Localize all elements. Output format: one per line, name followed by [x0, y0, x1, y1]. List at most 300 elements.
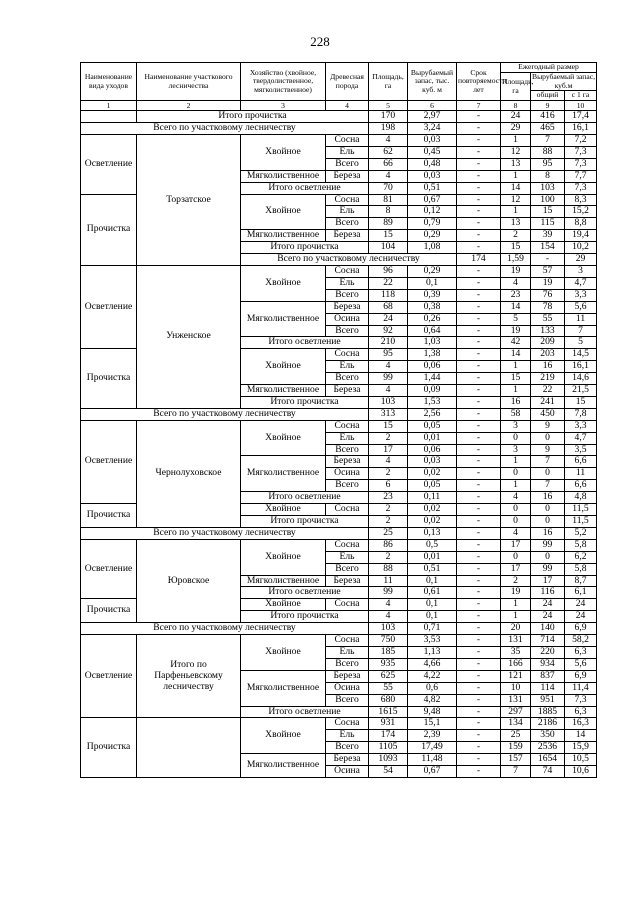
period-cell: - [457, 408, 501, 420]
area-cell: 680 [369, 694, 408, 706]
species: Ель [326, 146, 369, 158]
period-cell: - [457, 396, 501, 408]
annual-total-cell: 24 [531, 611, 565, 623]
volume-cell: 0,45 [408, 146, 457, 158]
volume-cell: 1,08 [408, 242, 457, 254]
species: Береза [326, 170, 369, 182]
species: Осина [326, 682, 369, 694]
period-cell: - [457, 527, 501, 539]
economy-type: Хвойное [241, 349, 326, 385]
area-cell: 54 [369, 766, 408, 778]
volume-cell: 17,49 [408, 742, 457, 754]
period-cell: - [457, 539, 501, 551]
annual-per-ha-cell: 17,4 [565, 111, 597, 123]
table-row [81, 623, 597, 635]
annual-area-cell: 131 [501, 694, 531, 706]
annual-per-ha-cell: 4,7 [565, 277, 597, 289]
table-row [81, 135, 597, 147]
column-number: 5 [369, 101, 408, 111]
annual-total-cell: 0 [531, 468, 565, 480]
species: Ель [326, 206, 369, 218]
period-cell: - [457, 385, 501, 397]
annual-total-cell: 57 [531, 265, 565, 277]
annual-total-cell: 88 [531, 146, 565, 158]
species: Сосна [326, 599, 369, 611]
annual-area-cell: 1 [501, 135, 531, 147]
annual-total-cell: 220 [531, 646, 565, 658]
annual-total-cell: 16 [531, 361, 565, 373]
economy-type: Хвойное [241, 265, 326, 301]
annual-total-cell: 39 [531, 230, 565, 242]
annual-per-ha-cell: 7,3 [565, 146, 597, 158]
area-cell: 103 [369, 396, 408, 408]
annual-per-ha-cell: 19,4 [565, 230, 597, 242]
annual-area-cell: 12 [501, 194, 531, 206]
annual-total-cell: 0 [531, 551, 565, 563]
annual-area-cell: 19 [501, 325, 531, 337]
area-cell: 88 [369, 563, 408, 575]
area-cell: 4 [369, 611, 408, 623]
volume-cell: 0,39 [408, 289, 457, 301]
period-cell: - [457, 516, 501, 528]
species: Сосна [326, 718, 369, 730]
species: Береза [326, 456, 369, 468]
species: Ель [326, 646, 369, 658]
volume-cell: 2,56 [408, 408, 457, 420]
area-cell: 4 [369, 385, 408, 397]
subtotal-label: Итого прочистка [241, 611, 369, 623]
area-cell: 4 [369, 599, 408, 611]
total-label: Всего по участковому лесничеству [81, 123, 369, 135]
species: Ель [326, 277, 369, 289]
species: Всего [326, 444, 369, 456]
subtotal-label: Итого прочистка [241, 242, 369, 254]
annual-total-cell: 416 [531, 111, 565, 123]
annual-per-ha-cell: 3,5 [565, 444, 597, 456]
total-label: Всего по участковому лесничеству [81, 623, 369, 635]
species: Всего [326, 218, 369, 230]
period-cell: - [457, 146, 501, 158]
volume-cell: 0,06 [408, 444, 457, 456]
volume-cell: 0,12 [408, 206, 457, 218]
period-cell: - [457, 480, 501, 492]
annual-area-cell: 159 [501, 742, 531, 754]
period-cell: - [457, 242, 501, 254]
period-cell: - [531, 254, 565, 266]
annual-per-ha-cell: 10,2 [565, 242, 597, 254]
area-cell: 4 [369, 135, 408, 147]
annual-total-cell: 154 [531, 242, 565, 254]
annual-area-cell: 121 [501, 670, 531, 682]
period-cell: - [457, 635, 501, 647]
annual-total-cell: 203 [531, 349, 565, 361]
economy-type: Мягколиственное [241, 754, 326, 778]
annual-per-ha-cell: 4,7 [565, 432, 597, 444]
annual-per-ha-cell: 8,3 [565, 194, 597, 206]
species: Береза [326, 670, 369, 682]
period-cell: - [457, 646, 501, 658]
period-cell: - [457, 730, 501, 742]
annual-total-cell: 714 [531, 635, 565, 647]
annual-per-ha-cell: 14,6 [565, 373, 597, 385]
header-cell: Древесная порода [326, 63, 369, 101]
annual-area-cell: 0 [501, 551, 531, 563]
annual-per-ha-cell: 6,3 [565, 646, 597, 658]
annual-total-cell: 24 [531, 599, 565, 611]
area-cell: 2 [369, 551, 408, 563]
species: Всего [326, 373, 369, 385]
period-cell: - [457, 170, 501, 182]
forestry-name: Чернолуховское [137, 420, 241, 527]
species: Сосна [326, 265, 369, 277]
header-cell: Ежегодный размер [501, 63, 597, 73]
annual-total-cell: 2536 [531, 742, 565, 754]
period-cell: - [457, 742, 501, 754]
volume-cell: 0,29 [408, 230, 457, 242]
annual-total-cell: 9 [531, 420, 565, 432]
annual-total-cell: 209 [531, 337, 565, 349]
care-type: Осветление [81, 420, 137, 503]
annual-area-cell: 166 [501, 658, 531, 670]
economy-type: Мягколиственное [241, 301, 326, 337]
annual-per-ha-cell: 11 [565, 468, 597, 480]
area-cell: 62 [369, 146, 408, 158]
period-cell: - [457, 563, 501, 575]
area-cell: 2 [369, 468, 408, 480]
subtotal-label: Итого осветление [241, 587, 369, 599]
volume-cell: 0,06 [408, 361, 457, 373]
period-cell: - [457, 682, 501, 694]
volume-cell: 1,53 [408, 396, 457, 408]
species: Ель [326, 730, 369, 742]
volume-cell: 0,51 [408, 563, 457, 575]
volume-cell: 0,38 [408, 301, 457, 313]
annual-total-cell: 55 [531, 313, 565, 325]
annual-area-cell: 0 [501, 432, 531, 444]
area-cell: 103 [369, 623, 408, 635]
area-cell: 25 [369, 527, 408, 539]
annual-per-ha-cell: 15,2 [565, 206, 597, 218]
area-cell: 99 [369, 587, 408, 599]
column-number: 2 [137, 101, 241, 111]
volume-cell: 0,64 [408, 325, 457, 337]
economy-type: Хвойное [241, 420, 326, 456]
annual-total-cell: 450 [531, 408, 565, 420]
area-cell: 174 [457, 254, 501, 266]
annual-area-cell: 7 [501, 766, 531, 778]
area-cell: 99 [369, 373, 408, 385]
annual-per-ha-cell: 5,8 [565, 563, 597, 575]
period-cell: - [457, 206, 501, 218]
annual-per-ha-cell: 16,1 [565, 361, 597, 373]
annual-area-cell: 13 [501, 158, 531, 170]
area-cell: 55 [369, 682, 408, 694]
volume-cell: 1,38 [408, 349, 457, 361]
annual-per-ha-cell: 7,8 [565, 408, 597, 420]
area-cell: 174 [369, 730, 408, 742]
annual-per-ha-cell: 3,3 [565, 289, 597, 301]
annual-total-cell: 837 [531, 670, 565, 682]
total-label: Всего по участковому лесничеству [241, 254, 457, 266]
annual-per-ha-cell: 7,3 [565, 158, 597, 170]
header-cell: с 1 га [565, 91, 597, 101]
annual-area-cell: 1 [501, 385, 531, 397]
volume-cell: 0,05 [408, 420, 457, 432]
volume-cell: 0,1 [408, 277, 457, 289]
subtotal-label: Итого осветление [241, 706, 369, 718]
volume-cell: 4,22 [408, 670, 457, 682]
volume-cell: 0,03 [408, 456, 457, 468]
species: Сосна [326, 420, 369, 432]
period-cell: - [457, 754, 501, 766]
species: Осина [326, 766, 369, 778]
annual-area-cell: 14 [501, 182, 531, 194]
area-cell: 1105 [369, 742, 408, 754]
annual-per-ha-cell: 11,4 [565, 682, 597, 694]
annual-per-ha-cell: 16,3 [565, 718, 597, 730]
annual-area-cell: 1 [501, 456, 531, 468]
annual-area-cell: 1 [501, 611, 531, 623]
area-cell: 6 [369, 480, 408, 492]
period-cell: - [457, 444, 501, 456]
economy-type: Хвойное [241, 135, 326, 171]
species: Всего [326, 480, 369, 492]
care-type: Осветление [81, 135, 137, 195]
area-cell: 2 [369, 516, 408, 528]
period-cell: - [457, 265, 501, 277]
annual-area-cell: 5 [501, 313, 531, 325]
annual-area-cell: 1 [501, 206, 531, 218]
species: Сосна [326, 349, 369, 361]
species: Всего [326, 289, 369, 301]
annual-total-cell: 0 [531, 504, 565, 516]
forest-care-table [80, 62, 597, 778]
annual-per-ha-cell: 15,9 [565, 742, 597, 754]
period-cell: - [457, 194, 501, 206]
forestry-name: Итого по Парфеньевскому лесничеству [137, 635, 241, 718]
annual-area-cell: 23 [501, 289, 531, 301]
header-cell: Наименование вида уходов [81, 63, 137, 101]
annual-total-cell: 219 [531, 373, 565, 385]
annual-area-cell: 131 [501, 635, 531, 647]
area-cell: 185 [369, 646, 408, 658]
annual-area-cell: 17 [501, 539, 531, 551]
volume-cell: 1,44 [408, 373, 457, 385]
period-cell: - [457, 361, 501, 373]
annual-total-cell: 7 [531, 480, 565, 492]
annual-per-ha-cell: 6,9 [565, 670, 597, 682]
period-cell: - [457, 123, 501, 135]
annual-area-cell: 4 [501, 527, 531, 539]
area-cell: 4 [369, 456, 408, 468]
area-cell: 15 [369, 420, 408, 432]
care-type: Прочистка [81, 349, 137, 409]
table-row [81, 635, 597, 647]
annual-area-cell: 134 [501, 718, 531, 730]
total-label: Всего по участковому лесничеству [81, 527, 369, 539]
period-cell: - [457, 373, 501, 385]
annual-per-ha-cell: 11 [565, 313, 597, 325]
annual-total-cell: 19 [531, 277, 565, 289]
volume-cell: 0,51 [408, 182, 457, 194]
annual-area-cell: 58 [501, 408, 531, 420]
area-cell: 11 [369, 575, 408, 587]
care-type: Прочистка [81, 599, 137, 623]
annual-total-cell: 16 [531, 492, 565, 504]
column-number: 1 [81, 101, 137, 111]
area-cell: 170 [369, 111, 408, 123]
annual-per-ha-cell: 5,6 [565, 301, 597, 313]
annual-total-cell: 0 [531, 432, 565, 444]
period-cell: - [457, 611, 501, 623]
area-cell: 210 [369, 337, 408, 349]
annual-per-ha-cell: 21,5 [565, 385, 597, 397]
period-cell: - [457, 135, 501, 147]
area-cell: 81 [369, 194, 408, 206]
volume-cell: 0,67 [408, 766, 457, 778]
annual-total-cell: 1654 [531, 754, 565, 766]
annual-total-cell: 17 [531, 575, 565, 587]
column-number: 6 [408, 101, 457, 111]
period-cell: - [457, 432, 501, 444]
area-cell: 95 [369, 349, 408, 361]
period-cell: - [457, 349, 501, 361]
annual-area-cell: 16 [501, 396, 531, 408]
column-number: 8 [501, 101, 531, 111]
volume-cell: 4,66 [408, 658, 457, 670]
species: Сосна [326, 504, 369, 516]
period-cell: - [457, 575, 501, 587]
area-cell: 313 [369, 408, 408, 420]
subtotal-label: Итого прочистка [241, 516, 369, 528]
annual-total-cell: 95 [531, 158, 565, 170]
area-cell: 118 [369, 289, 408, 301]
species: Всего [326, 158, 369, 170]
annual-per-ha-cell: 4,8 [565, 492, 597, 504]
area-cell: 89 [369, 218, 408, 230]
table-row [81, 527, 597, 539]
annual-area-cell: 29 [501, 123, 531, 135]
annual-total-cell: 15 [531, 206, 565, 218]
annual-per-ha-cell: 6,2 [565, 551, 597, 563]
subtotal-label: Итого осветление [241, 182, 369, 194]
annual-area-cell: 42 [501, 337, 531, 349]
annual-area-cell: 17 [501, 563, 531, 575]
period-cell: - [457, 718, 501, 730]
volume-cell: 0,61 [408, 587, 457, 599]
annual-per-ha-cell: 8,7 [565, 575, 597, 587]
volume-cell: 0,6 [408, 682, 457, 694]
annual-area-cell: 10 [501, 682, 531, 694]
annual-total-cell: 78 [531, 301, 565, 313]
volume-cell: 9,48 [408, 706, 457, 718]
volume-cell: 2,39 [408, 730, 457, 742]
area-cell: 24 [369, 313, 408, 325]
annual-total-cell: 16 [531, 527, 565, 539]
species: Сосна [326, 194, 369, 206]
table-row [81, 408, 597, 420]
annual-area-cell: 25 [501, 730, 531, 742]
annual-per-ha-cell: 5,8 [565, 539, 597, 551]
economy-type: Хвойное [241, 635, 326, 671]
annual-area-cell: 4 [501, 492, 531, 504]
volume-cell: 3,24 [408, 123, 457, 135]
volume-cell: 0,02 [408, 504, 457, 516]
species: Береза [326, 301, 369, 313]
period-cell: - [457, 551, 501, 563]
table-row [81, 539, 597, 551]
header-cell: Наименование участкового лесничества [137, 63, 241, 101]
annual-total-cell: 114 [531, 682, 565, 694]
annual-area-cell: 19 [501, 265, 531, 277]
species: Осина [326, 468, 369, 480]
economy-type: Мягколиственное [241, 170, 326, 182]
annual-per-ha-cell: 8,8 [565, 218, 597, 230]
economy-type: Мягколиственное [241, 385, 326, 397]
area-cell: 70 [369, 182, 408, 194]
volume-cell: 0,29 [408, 265, 457, 277]
annual-per-ha-cell: 11,5 [565, 516, 597, 528]
annual-area-cell: 3 [501, 444, 531, 456]
period-cell: - [457, 658, 501, 670]
annual-area-cell: 4 [501, 277, 531, 289]
column-number: 9 [531, 101, 565, 111]
annual-area-cell: 29 [565, 254, 597, 266]
empty-cell [81, 111, 137, 123]
header-cell: Площадь, га [369, 63, 408, 101]
annual-per-ha-cell: 10,6 [565, 766, 597, 778]
annual-per-ha-cell: 14,5 [565, 349, 597, 361]
forestry-name: Унженское [137, 265, 241, 408]
volume-cell: 0,48 [408, 158, 457, 170]
area-cell: 96 [369, 265, 408, 277]
period-cell: - [457, 706, 501, 718]
annual-per-ha-cell: 15 [565, 396, 597, 408]
forestry-name-cont [137, 718, 241, 778]
header-cell: Хозяйство (хвойное, твердолиственное, мягколиственное) [241, 63, 326, 101]
annual-area-cell: 13 [501, 218, 531, 230]
economy-type: Хвойное [241, 599, 326, 611]
area-cell: 4 [369, 170, 408, 182]
period-cell: - [457, 111, 501, 123]
annual-area-cell: 297 [501, 706, 531, 718]
area-cell: 2 [369, 504, 408, 516]
annual-per-ha-cell: 3,3 [565, 420, 597, 432]
annual-area-cell: 1 [501, 480, 531, 492]
period-cell: - [457, 182, 501, 194]
annual-per-ha-cell: 5,6 [565, 658, 597, 670]
annual-total-cell: 74 [531, 766, 565, 778]
economy-type: Мягколиственное [241, 670, 326, 706]
annual-area-cell: 2 [501, 230, 531, 242]
volume-cell: 0,67 [408, 194, 457, 206]
area-cell: 86 [369, 539, 408, 551]
annual-area-cell: 35 [501, 646, 531, 658]
annual-total-cell: 140 [531, 623, 565, 635]
total-label: Всего по участковому лесничеству [81, 408, 369, 420]
annual-total-cell: 76 [531, 289, 565, 301]
species: Всего [326, 325, 369, 337]
species: Сосна [326, 135, 369, 147]
volume-cell: 3,53 [408, 635, 457, 647]
period-cell: - [457, 230, 501, 242]
annual-area-cell: 3 [501, 420, 531, 432]
economy-type: Мягколиственное [241, 456, 326, 492]
period-cell: - [457, 420, 501, 432]
annual-per-ha-cell: 6,3 [565, 706, 597, 718]
annual-per-ha-cell: 7,2 [565, 135, 597, 147]
table-row [81, 265, 597, 277]
